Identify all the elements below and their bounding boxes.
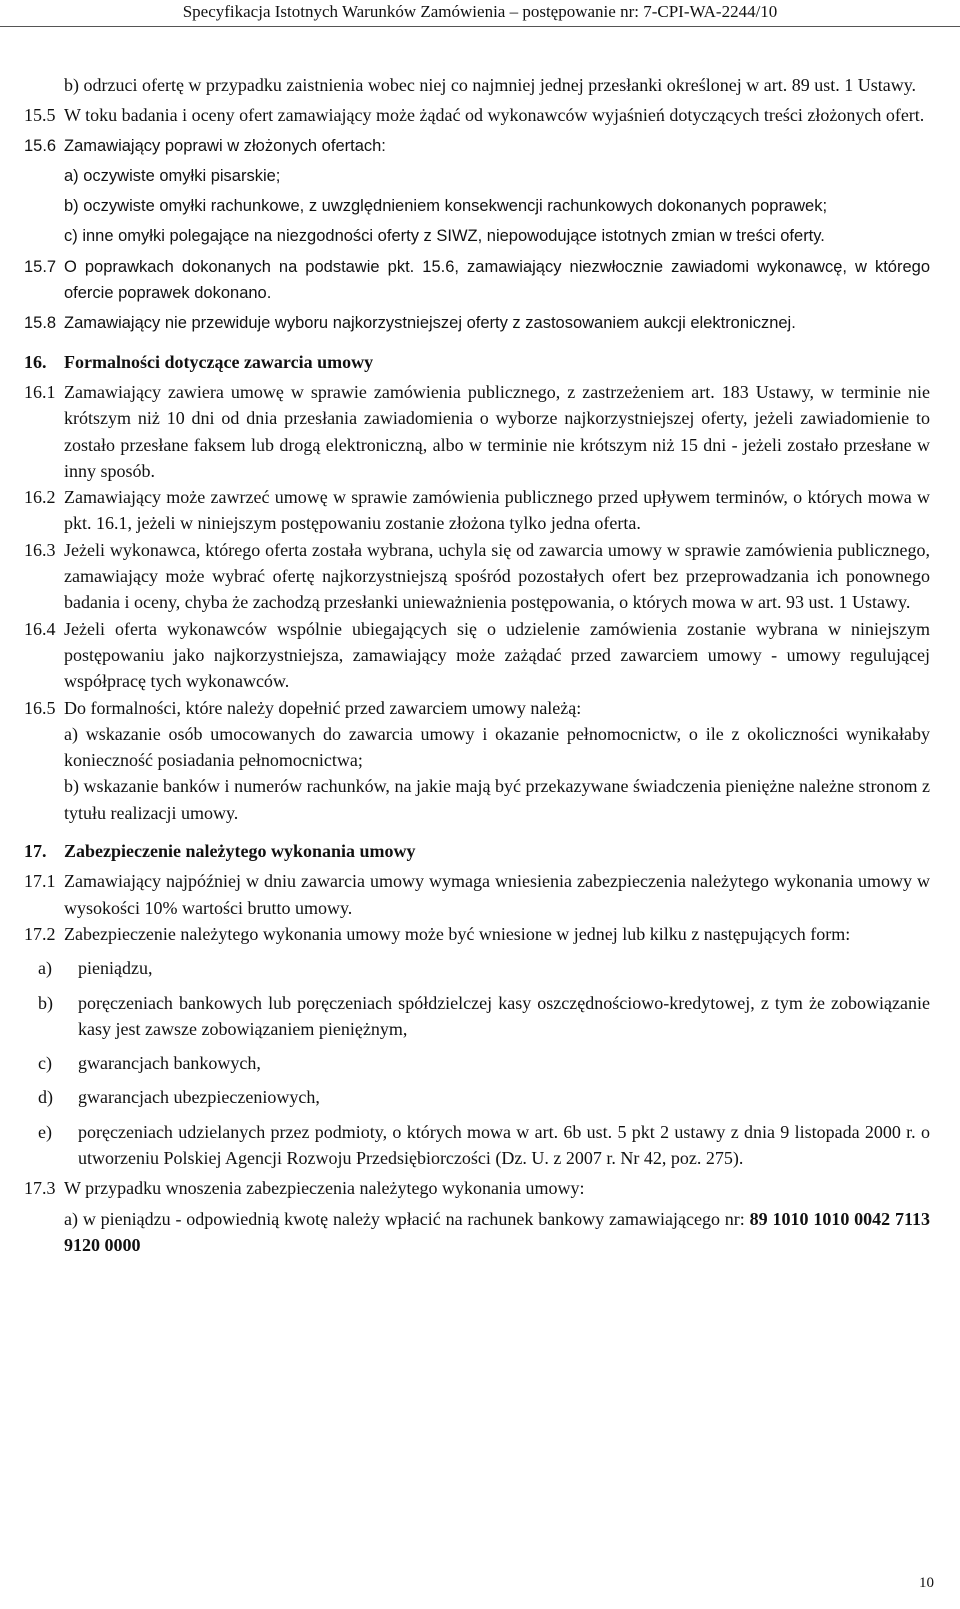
list-label: b) (38, 992, 53, 1013)
list-label: e) (38, 1121, 52, 1142)
section-17-2-item-b (24, 990, 930, 1043)
section-number: 16.3 (24, 539, 56, 560)
section-text: Zamawiający zawiera umowę w sprawie zamówienia publicznego, z zastrzeżeniem art. 183 Ustawy, w terminie nie krótszym niż 10 dni od dnia przesłania zawiadomienia o wyborze najkorzystniejszej oferty, jeżeli zawiadomienie to zostało przesłane faksem lub drogą elektroniczną, albo w terminie nie krótszym niż 15 dni - jeżeli zostało przesłane w inny sposób. (64, 381, 930, 481)
section-16-5 (24, 695, 930, 721)
section-text: W przypadku wnoszenia zabezpieczenia należytego wykonania umowy: (64, 1178, 585, 1199)
section-16-5-item-a: a) wskazanie osób umocowanych do zawarcia umowy i okazanie pełnomocnictw, o ile z okoliczności wynikałaby konieczność posiadania pełnomocnictwa; (64, 723, 930, 771)
section-16-3 (24, 537, 930, 616)
list-text: poręczeniach udzielanych przez podmioty, o których mowa w art. 6b ust. 5 pkt 2 ustawy z dnia 9 listopada 2000 r. o utworzeniu Polskiej Agencji Rozwoju Przedsiębiorczości (Dz. U. z 2007 r. Nr 42, poz. 275). (78, 1121, 930, 1168)
section-text: Zamawiający poprawi w złożonych ofertach: (64, 136, 386, 155)
section-17-3 (24, 1175, 930, 1201)
section-text: Zamawiający najpóźniej w dniu zawarcia umowy wymaga wniesienia zabezpieczenia należytego wykonania umowy w wysokości 10% wartości brutto umowy. (64, 871, 930, 918)
list-text: a) w pieniądzu - odpowiednią kwotę należy wpłacić na rachunek bankowy zamawiającego nr: (64, 1208, 745, 1229)
section-text: Zabezpieczenie należytego wykonania umowy może być wniesione w jednej lub kilku z następujących form: (64, 923, 851, 944)
section-number: 16.5 (24, 697, 56, 718)
section-17-1 (24, 868, 930, 921)
section-text: Jeżeli wykonawca, którego oferta została wybrana, uchyla się od zawarcia umowy w sprawie zamówienia publicznego, zamawiający może wybrać ofertę najkorzystniejszą spośród pozostałych ofert bez przeprowadzania ich ponownego badania i oceny, chyba że zachodzą przesłanki unieważnienia postępowania, o których mowa w art. 93 ust. 1 Ustawy. (64, 539, 930, 613)
section-title: Formalności dotyczące zawarcia umowy (64, 351, 374, 372)
section-number: 16.2 (24, 487, 56, 508)
list-label: c) (38, 1053, 52, 1074)
list-label: d) (38, 1087, 53, 1108)
section-number: 17.3 (24, 1178, 56, 1199)
section-17-2-item-c (24, 1050, 930, 1076)
list-label: a) (38, 958, 52, 979)
section-15-8 (24, 310, 930, 336)
section-text: Jeżeli oferta wykonawców wspólnie ubiegających się o udzielenie zamówienia zostanie wybrana w niniejszym postępowaniu jako najkorzystniejsza, zamawiający może zażądać przed zawarciem umowy - umowy regulującej współpracę tych wykonawców. (64, 618, 930, 692)
section-number: 15.8 (24, 314, 57, 333)
section-16-4 (24, 616, 930, 695)
section-16-heading (24, 349, 930, 375)
section-17-3-item-a (64, 1206, 930, 1259)
section-text: Zamawiający może zawrzeć umowę w sprawie zamówienia publicznego przed upływem terminów, o których mowa w pkt. 16.1, jeżeli w niniejszym postępowaniu zostanie złożona tylko jedna oferta. (64, 487, 930, 534)
section-number: 17. (24, 841, 47, 862)
section-15-6-item-b: b) oczywiste omyłki rachunkowe, z uwzględnieniem konsekwencji rachunkowych dokonanych poprawek; (64, 197, 828, 216)
list-text: pieniądzu, (78, 958, 153, 979)
section-16-2 (24, 484, 930, 537)
section-number: 16. (24, 351, 47, 372)
section-17-2-item-a (24, 955, 930, 981)
section-15-6-item-a: a) oczywiste omyłki pisarskie; (64, 166, 281, 185)
section-number: 16.4 (24, 618, 56, 639)
list-text: gwarancjach ubezpieczeniowych, (78, 1087, 320, 1108)
section-number: 15.7 (24, 257, 57, 276)
section-number: 16.1 (24, 381, 56, 402)
document-body (24, 72, 930, 1258)
section-15-6 (24, 133, 930, 159)
section-text: Do formalności, które należy dopełnić przed zawarciem umowy należą: (64, 697, 582, 718)
section-number: 17.2 (24, 923, 56, 944)
section-text: W toku badania i oceny ofert zamawiający może żądać od wykonawców wyjaśnień dotyczących treści złożonych ofert. (64, 105, 925, 126)
section-title: Zabezpieczenie należytego wykonania umowy (64, 841, 416, 862)
section-16-5-item-b: b) wskazanie banków i numerów rachunków, na jakie mają być przekazywane świadczenia pieniężne należne stronom z tytułu realizacji umowy. (64, 776, 930, 823)
paragraph-15-4-b: b) odrzuci ofertę w przypadku zaistnienia wobec niej co najmniej jednej przesłanki określonej w art. 89 ust. 1 Ustawy. (64, 75, 917, 95)
list-text: poręczeniach bankowych lub poręczeniach spółdzielczej kasy oszczędnościowo-kredytowej, z tym że zobowiązanie kasy jest zawsze zobowiązaniem pieniężnym, (78, 992, 930, 1039)
section-17-2-item-e (24, 1119, 930, 1172)
section-15-6-item-c: c) inne omyłki polegające na niezgodności oferty z SIWZ, niepowodujące istotnych zmian w treści oferty. (64, 227, 825, 246)
list-text: gwarancjach bankowych, (78, 1053, 261, 1074)
section-number: 15.6 (24, 136, 57, 155)
section-number: 15.5 (24, 105, 56, 126)
section-17-2 (24, 921, 930, 947)
section-number: 17.1 (24, 871, 56, 892)
section-17-heading (24, 838, 930, 864)
section-text: Zamawiający nie przewiduje wyboru najkorzystniejszej oferty z zastosowaniem aukcji elektronicznej. (64, 314, 796, 333)
section-17-2-item-d (24, 1084, 930, 1110)
section-15-7 (24, 254, 930, 307)
page-header: Specyfikacja Istotnych Warunków Zamówienia – postępowanie nr: 7-CPI-WA-2244/10 (0, 0, 960, 27)
page-number: 10 (919, 1575, 934, 1591)
section-16-1 (24, 379, 930, 484)
section-text: O poprawkach dokonanych na podstawie pkt. 15.6, zamawiający niezwłocznie zawiadomi wykonawcę, w którego ofercie poprawek dokonano. (64, 257, 930, 303)
bank-account-number: 89 1010 1010 0042 7113 9120 0000 (64, 1208, 931, 1255)
section-15-5 (24, 102, 930, 128)
